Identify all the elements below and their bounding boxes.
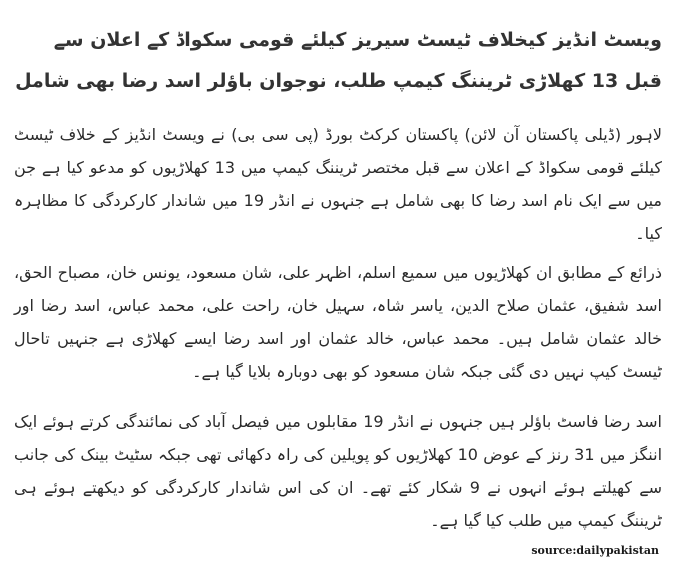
article-headline: ویسٹ انڈیز کیخلاف ٹیسٹ سیریز کیلئے قومی سکواڈ کے اعلان سے قبل 13 کھلاڑی ٹریننگ کیمپ طلب، نوجوان باؤلر اسد رضا بھی شامل: [15, 29, 662, 92]
source-credit: source:dailypakistan: [531, 544, 659, 557]
article-paragraph-asad-raza: اسد رضا فاسٹ باؤلر ہیں جنہوں نے انڈر 19 مقابلوں میں فیصل آباد کی نمائندگی کرتے ہوئے ایک اننگز میں 31 رنز کے عوض 10 کھلاڑیوں کو پویلین کی راہ دکھائی تھی جبکہ سٹیٹ بینک کی جانب سے کھیلتے ہوئے انہوں نے 9 شکار کئے تھے۔ ان کی اس شاندار کارکردگی کو دیکھتے ہوئے ہی ٹریننگ کیمپ میں طلب کیا گیا ہے۔: [14, 412, 663, 530]
article-paragraph-intro: لاہور (ڈیلی پاکستان آن لائن) پاکستان کرکٹ بورڈ (پی سی بی) نے ویسٹ انڈیز کے خلاف ٹیسٹ کیلئے قومی سکواڈ کے اعلان سے قبل مختصر ٹریننگ کیمپ میں 13 کھلاڑیوں کو مدعو کیا ہے جن میں سے ایک نام اسد رضا کا بھی شامل ہے جنہوں نے انڈر 19 میں شاندار کارکردگی کا مظاہرہ کیا۔: [14, 125, 662, 243]
article: [14, 0, 663, 530]
article-paragraph-players: ذرائع کے مطابق ان کھلاڑیوں میں سمیع اسلم، اظہر علی، شان مسعود، یونس خان، مصباح الحق، اسد شفیق، عثمان صلاح الدین، یاسر شاہ، سہیل خان، راحت علی، محمد عباس، اسد رضا اور خالد عثمان شامل ہیں۔ محمد عباس، خالد عثمان اور اسد رضا ایسے کھلاڑی ہے جنہیں تاحال ٹیسٹ کیپ نہیں دی گئی جبکہ شان مسعود کو بھی دوبارہ بلایا گیا ہے۔: [14, 263, 662, 381]
